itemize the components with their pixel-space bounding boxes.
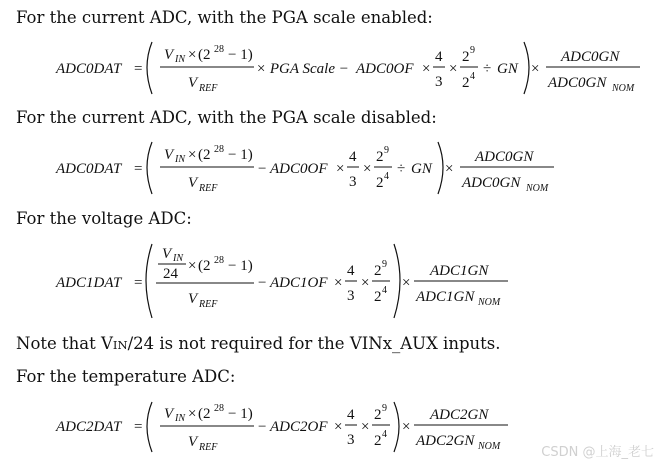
svg-text:=: = — [134, 419, 143, 435]
svg-text:4: 4 — [435, 49, 443, 65]
svg-text:=: = — [134, 61, 143, 77]
svg-text:4: 4 — [382, 429, 387, 440]
equation-voltage-adc — [55, 244, 508, 318]
svg-text:24: 24 — [163, 266, 178, 282]
watermark: CSDN @上海_老七 — [541, 445, 654, 460]
svg-text:×: × — [188, 406, 197, 422]
svg-text:NOM: NOM — [478, 441, 501, 452]
svg-text:× PGA Scale −: × PGA Scale − — [256, 61, 349, 77]
svg-text:2: 2 — [462, 49, 470, 65]
equation-temperature-adc — [55, 402, 508, 453]
svg-text:÷: ÷ — [483, 61, 492, 77]
svg-text:×: × — [334, 275, 343, 291]
svg-text:GN: GN — [411, 161, 432, 177]
svg-text:− 1): − 1) — [228, 47, 253, 63]
svg-text:ADC2DAT: ADC2DAT — [56, 419, 122, 435]
svg-text:ADC0DAT: ADC0DAT — [56, 161, 122, 177]
svg-text:×: × — [188, 258, 197, 274]
svg-text:(2: (2 — [198, 47, 211, 63]
svg-text:V: V — [188, 75, 198, 91]
svg-text:×: × — [445, 161, 454, 177]
svg-text:ADC0GN: ADC0GN — [548, 75, 607, 91]
svg-text:IN: IN — [173, 253, 183, 264]
svg-text:28: 28 — [214, 144, 224, 155]
heading-current-pga-enabled: For the current ADC, with the PGA scale enabled: — [16, 8, 433, 27]
svg-text:3: 3 — [347, 432, 355, 448]
svg-text:9: 9 — [470, 45, 475, 56]
svg-text:28: 28 — [214, 44, 224, 55]
heading-voltage-adc: For the voltage ADC: — [16, 209, 192, 228]
svg-text:ADC0GN: ADC0GN — [475, 149, 534, 165]
svg-text:4: 4 — [382, 285, 387, 296]
svg-text:IN: IN — [175, 413, 185, 424]
svg-text:NOM: NOM — [478, 297, 501, 308]
svg-text:ADC0GN: ADC0GN — [462, 175, 521, 191]
svg-text:ADC0GN: ADC0GN — [561, 49, 620, 65]
svg-text:ADC1GN: ADC1GN — [416, 289, 475, 305]
svg-text:÷: ÷ — [397, 161, 406, 177]
svg-text:×: × — [361, 275, 370, 291]
svg-text:ADC2GN: ADC2GN — [430, 407, 489, 423]
svg-text:(2: (2 — [198, 147, 211, 163]
svg-text:×: × — [402, 275, 411, 291]
equation-current-pga-disabled — [55, 142, 554, 194]
svg-text:28: 28 — [214, 255, 224, 266]
svg-text:NOM: NOM — [526, 183, 549, 194]
svg-text:ADC0OF: ADC0OF — [356, 61, 414, 77]
svg-text:2: 2 — [374, 263, 382, 279]
svg-text:ADC0OF: ADC0OF — [270, 161, 328, 177]
svg-text:×: × — [422, 61, 431, 77]
svg-text:NOM: NOM — [612, 83, 635, 94]
svg-text:IN: IN — [175, 54, 185, 65]
svg-text:REF: REF — [199, 299, 218, 310]
svg-text:×: × — [336, 161, 345, 177]
svg-text:REF: REF — [199, 442, 218, 453]
svg-text:4: 4 — [384, 171, 389, 182]
svg-text:−: − — [258, 161, 267, 177]
heading-temperature-adc: For the temperature ADC: — [16, 367, 236, 386]
svg-text:2: 2 — [376, 149, 384, 165]
svg-text:ADC1OF: ADC1OF — [270, 275, 328, 291]
svg-text:4: 4 — [347, 263, 355, 279]
svg-text:ADC2OF: ADC2OF — [270, 419, 328, 435]
svg-text:9: 9 — [382, 259, 387, 270]
svg-text:3: 3 — [347, 288, 355, 304]
heading-current-pga-disabled: For the current ADC, with the PGA scale disabled: — [16, 108, 437, 127]
svg-text:4: 4 — [347, 407, 355, 423]
svg-text:V: V — [162, 246, 172, 262]
svg-text:ADC1GN: ADC1GN — [430, 263, 489, 279]
svg-text:2: 2 — [374, 289, 382, 305]
svg-text:V: V — [164, 406, 174, 422]
svg-text:3: 3 — [435, 74, 443, 90]
svg-text:×: × — [334, 419, 343, 435]
svg-text:4: 4 — [470, 71, 475, 82]
svg-text:×: × — [363, 161, 372, 177]
svg-text:3: 3 — [349, 174, 357, 190]
svg-text:ADC0DAT: ADC0DAT — [56, 61, 122, 77]
svg-text:2: 2 — [374, 407, 382, 423]
svg-text:(2: (2 — [198, 406, 211, 422]
svg-text:2: 2 — [374, 433, 382, 449]
equation-current-pga-enabled — [55, 42, 640, 94]
svg-text:V: V — [188, 434, 198, 450]
svg-text:−: − — [258, 275, 267, 291]
svg-text:ADC1DAT: ADC1DAT — [56, 275, 122, 291]
svg-text:V: V — [188, 175, 198, 191]
svg-text:IN: IN — [175, 154, 185, 165]
svg-text:×: × — [402, 419, 411, 435]
svg-text:REF: REF — [199, 183, 218, 194]
svg-text:ADC2GN: ADC2GN — [416, 433, 475, 449]
svg-text:9: 9 — [382, 403, 387, 414]
svg-text:V: V — [164, 147, 174, 163]
svg-text:×: × — [188, 47, 197, 63]
svg-text:28: 28 — [214, 403, 224, 414]
svg-text:REF: REF — [199, 83, 218, 94]
svg-text:4: 4 — [349, 149, 357, 165]
svg-text:×: × — [188, 147, 197, 163]
svg-text:− 1): − 1) — [228, 147, 253, 163]
svg-text:− 1): − 1) — [228, 258, 253, 274]
svg-text:×: × — [531, 61, 540, 77]
svg-text:V: V — [164, 47, 174, 63]
svg-text:=: = — [134, 275, 143, 291]
svg-text:V: V — [188, 291, 198, 307]
note-vin-24: Note that VIN/24 is not required for the VINx_AUX inputs. — [16, 334, 501, 353]
svg-text:×: × — [449, 61, 458, 77]
svg-text:9: 9 — [384, 145, 389, 156]
svg-text:=: = — [134, 161, 143, 177]
svg-text:2: 2 — [462, 75, 470, 91]
svg-text:(2: (2 — [198, 258, 211, 274]
svg-text:×: × — [361, 419, 370, 435]
svg-text:GN: GN — [497, 61, 518, 77]
svg-text:2: 2 — [376, 175, 384, 191]
svg-text:− 1): − 1) — [228, 406, 253, 422]
svg-text:−: − — [258, 419, 267, 435]
